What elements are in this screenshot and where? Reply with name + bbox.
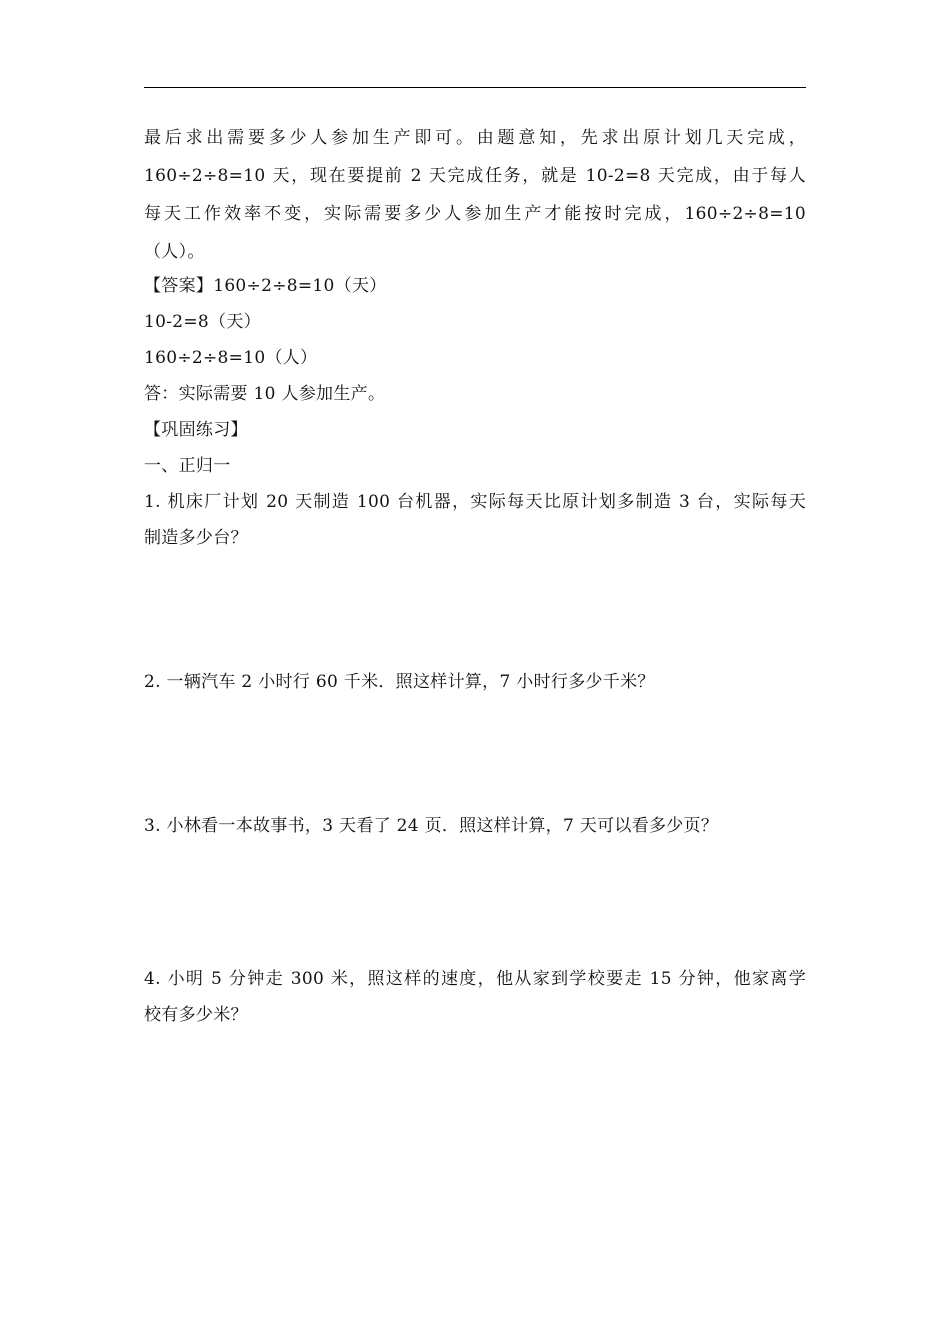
question-4-line-1: 4. 小明 5 分钟走 300 米，照这样的速度，他从家到学校要走 15 分钟，他家离学 xyxy=(144,969,806,989)
question-1-line-2: 制造多少台？ xyxy=(144,528,248,548)
analysis-line-3: 每天工作效率不变，实际需要多少人参加生产才能按时完成，160÷2÷8=10 xyxy=(144,204,806,224)
analysis-line-4: （人）。 xyxy=(144,242,205,262)
answer-line-1: 【答案】160÷2÷8=10（天） xyxy=(144,276,387,296)
section-title: 一、正归一 xyxy=(144,456,231,476)
practice-heading: 【巩固练习】 xyxy=(144,420,248,440)
answer-line-4: 答：实际需要 10 人参加生产。 xyxy=(144,384,386,404)
question-4-line-2: 校有多少米？ xyxy=(144,1005,248,1025)
analysis-line-1: 最后求出需要多少人参加生产即可。由题意知，先求出原计划几天完成， xyxy=(144,128,806,148)
question-1-line-1: 1. 机床厂计划 20 天制造 100 台机器，实际每天比原计划多制造 3 台，实际每天 xyxy=(144,492,806,512)
question-3: 3. 小林看一本故事书，3 天看了 24 页．照这样计算，7 天可以看多少页？ xyxy=(144,816,719,836)
answer-line-2: 10-2=8（天） xyxy=(144,312,261,332)
question-2: 2. 一辆汽车 2 小时行 60 千米．照这样计算，7 小时行多少千米？ xyxy=(144,672,655,692)
answer-line-3: 160÷2÷8=10（人） xyxy=(144,348,318,368)
header-rule xyxy=(144,87,806,88)
analysis-line-2: 160÷2÷8=10 天，现在要提前 2 天完成任务，就是 10-2=8 天完成，由于每人 xyxy=(144,166,806,186)
